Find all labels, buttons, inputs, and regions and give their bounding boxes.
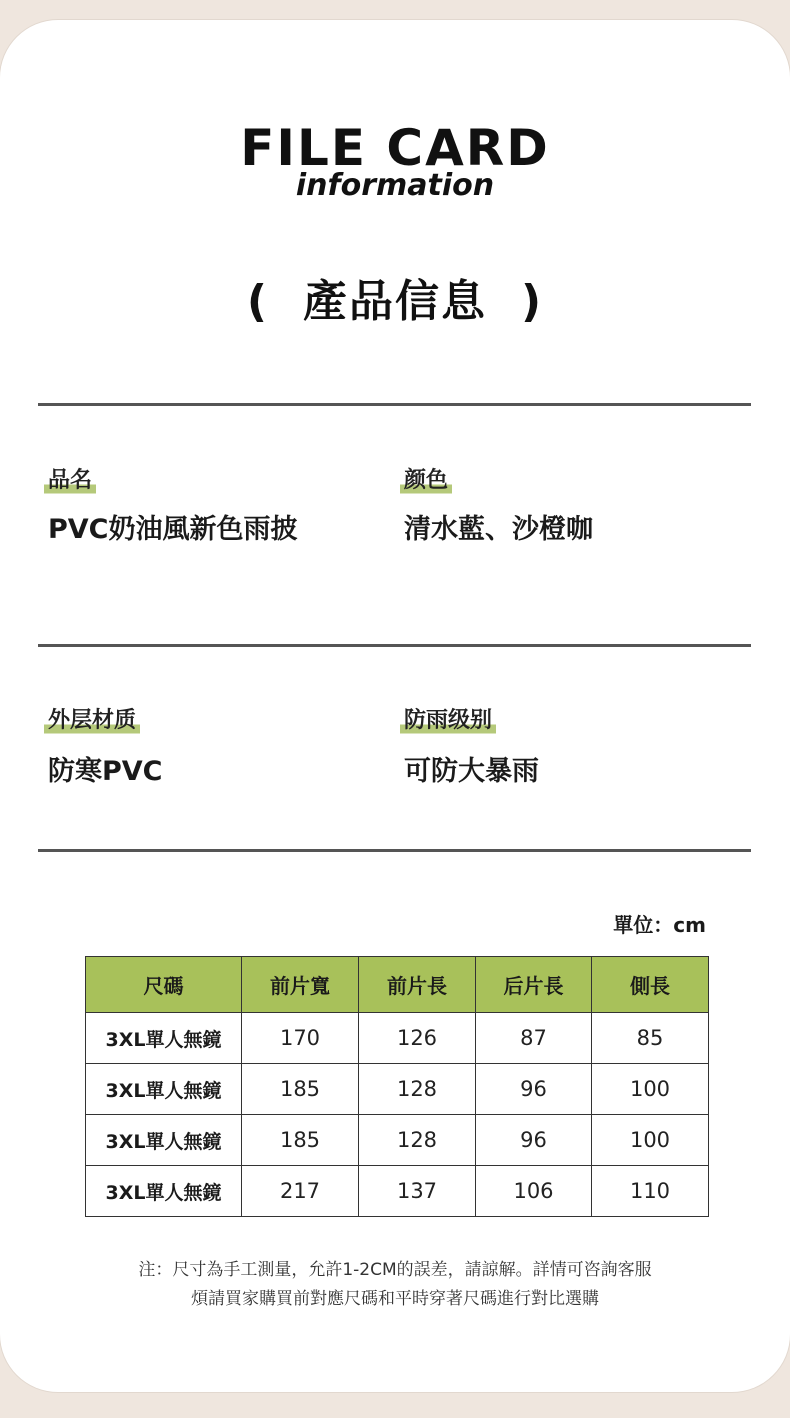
cell-back-length: 96: [476, 1064, 592, 1115]
title-file-card: FILE CARD: [240, 119, 550, 177]
cell-front-width: 185: [242, 1064, 359, 1115]
header-side-length: 側長: [592, 957, 709, 1013]
cell-front-width: 217: [242, 1166, 359, 1217]
measurement-note: [0, 1256, 790, 1314]
cell-side-length: 110: [592, 1166, 709, 1217]
value-outer-material: 防寒PVC: [48, 756, 163, 787]
label-color: 颜色: [400, 466, 452, 496]
table-row: [86, 1115, 709, 1166]
unit-label: 單位：cm: [613, 913, 706, 937]
cell-front-length: 137: [359, 1166, 476, 1217]
cell-front-length: 126: [359, 1013, 476, 1064]
note-line-1: 注：尺寸為手工測量，允許1-2CM的誤差，請諒解。詳情可咨詢客服: [138, 1260, 652, 1280]
table-row: [86, 1064, 709, 1115]
heading-open-paren: (: [246, 276, 269, 327]
cell-side-length: 85: [592, 1013, 709, 1064]
heading-text: 產品信息: [303, 276, 487, 327]
cell-size: 3XL單人無鏡: [86, 1013, 242, 1064]
product-info-heading: [0, 272, 790, 332]
size-table: [85, 956, 709, 1217]
cell-size: 3XL單人無鏡: [86, 1064, 242, 1115]
cell-size: 3XL單人無鏡: [86, 1115, 242, 1166]
cell-front-length: 128: [359, 1064, 476, 1115]
header-back-length: 后片長: [476, 957, 592, 1013]
table-row: [86, 1013, 709, 1064]
cell-size: 3XL單人無鏡: [86, 1166, 242, 1217]
heading-close-paren: ): [521, 276, 544, 327]
note-line-2: 煩請買家購買前對應尺碼和平時穿著尺碼進行對比選購: [191, 1289, 599, 1309]
header-size: 尺碼: [86, 957, 242, 1013]
divider-3: [38, 849, 751, 852]
label-outer-material: 外层材质: [44, 706, 140, 736]
cell-back-length: 87: [476, 1013, 592, 1064]
divider-1: [38, 403, 751, 406]
cell-front-length: 128: [359, 1115, 476, 1166]
size-table-header-row: [86, 957, 709, 1013]
label-rain-level: 防雨级别: [400, 706, 496, 736]
table-row: [86, 1166, 709, 1217]
cell-front-width: 170: [242, 1013, 359, 1064]
cell-back-length: 106: [476, 1166, 592, 1217]
subtitle-information: information: [295, 168, 495, 203]
divider-2: [38, 644, 751, 647]
cell-back-length: 96: [476, 1115, 592, 1166]
label-product-name: 品名: [44, 466, 96, 496]
cell-side-length: 100: [592, 1115, 709, 1166]
value-color: 清水藍、沙橙咖: [404, 514, 593, 545]
header-front-width: 前片寬: [242, 957, 359, 1013]
cell-front-width: 185: [242, 1115, 359, 1166]
cell-side-length: 100: [592, 1064, 709, 1115]
header-front-length: 前片長: [359, 957, 476, 1013]
value-rain-level: 可防大暴雨: [404, 756, 539, 787]
value-product-name: PVC奶油風新色雨披: [48, 514, 298, 545]
